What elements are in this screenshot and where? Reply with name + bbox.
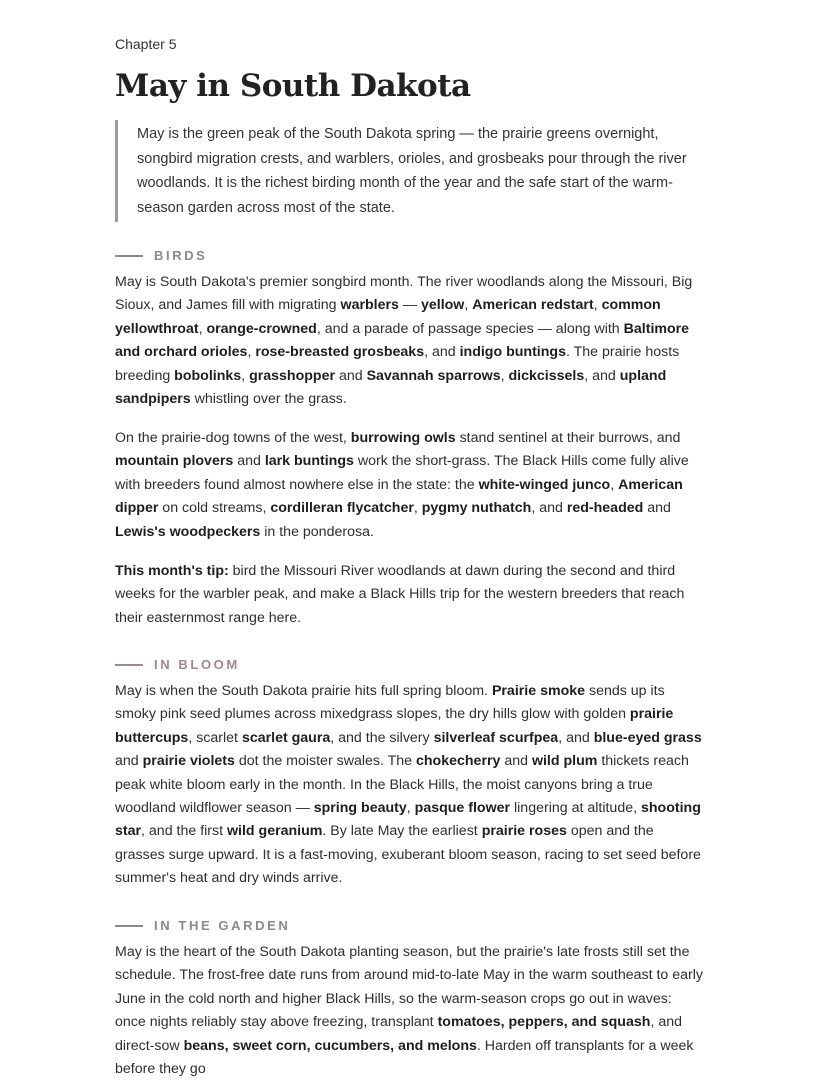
bold-term: This month's tip: xyxy=(115,563,229,579)
bold-term: upland sandpipers xyxy=(115,367,667,408)
bloom-paragraph-1: May is when the South Dakota prairie hits full spring bloom. Prairie smoke sends up its smoky pink seed plumes across mixedgrass slopes, the dry hills glow with golden prairie buttercups, scarlet scarlet gaura, and the silvery silverleaf scurfpea, and blue-eyed grass and prairie violets dot the moister swales. The chokecherry and wild plum thickets reach peak white bloom early in the month. In the Black Hills, the moist canyons bring a true woodland wildflower season — spring beauty, pasque flower lingering at altitude, shooting star, and the first wild geranium. By late May the earliest prairie roses open and the grasses surge upward. It is a fast-moving, exuberant bloom season, racing to set seed before summer's heat and dry winds arrive. xyxy=(115,683,702,887)
bold-term: common yellowthroat xyxy=(115,297,661,337)
bold-term: indigo buntings xyxy=(459,344,566,361)
bold-term: mountain plovers xyxy=(115,453,234,470)
bold-term: wild plum xyxy=(531,753,598,770)
page-title: May in South Dakota xyxy=(115,68,471,104)
bold-term: warblers xyxy=(340,297,399,314)
bold-term: blue-eyed grass xyxy=(593,729,702,746)
bold-term: Savannah sparrows xyxy=(366,367,501,384)
birds-heading xyxy=(115,248,207,263)
bold-term: lark buntings xyxy=(264,453,354,470)
bloom-heading xyxy=(115,657,240,672)
bold-term: chokecherry xyxy=(416,753,501,770)
bold-term: rose-breasted grosbeaks xyxy=(255,344,425,361)
chapter-label: Chapter 5 xyxy=(115,36,177,52)
bold-term: red-headed xyxy=(566,500,644,517)
bold-term: pasque flower xyxy=(414,800,511,817)
heading-rule xyxy=(115,925,143,927)
garden-heading-text: IN THE GARDEN xyxy=(154,918,291,933)
bold-term: American dipper xyxy=(115,476,683,517)
bold-term: bobolinks xyxy=(174,367,242,384)
bold-term: prairie violets xyxy=(142,753,235,770)
bold-term: cordilleran flycatcher xyxy=(270,500,414,517)
bold-term: white-winged junco xyxy=(478,476,611,493)
bloom-heading-text: IN BLOOM xyxy=(154,657,240,672)
birds-paragraph-2: On the prairie-dog towns of the west, burrowing owls stand sentinel at their burrows, and mountain plovers and lark buntings work the short-grass. The Black Hills come fully alive with breeders found almost nowhere else in the state: the white-winged junco, American dipper on cold streams, cordilleran flycatcher, pygmy nuthatch, and red-headed and Lewis's woodpeckers in the ponderosa. xyxy=(115,430,689,540)
garden-paragraph-1: May is the heart of the South Dakota planting season, but the prairie's late frosts still set the schedule. The frost-free date runs from around mid-to-late May in the warm southeast to early June in the cold north and higher Black Hills, so the warm-season crops go out in waves: once nights reliably stay above freezing, transplant tomatoes, peppers, and squash, and direct-sow beans, sweet corn, cucumbers, and melons. Harden off transplants for a week before they go xyxy=(115,944,704,1078)
bold-term: prairie buttercups xyxy=(115,706,674,746)
bold-term: grasshopper xyxy=(249,367,335,384)
bold-term: shooting star xyxy=(115,800,701,840)
bold-term: scarlet gaura xyxy=(241,729,331,746)
heading-rule xyxy=(115,255,143,257)
bold-term: burrowing owls xyxy=(350,430,456,446)
bold-term: orange-crowned xyxy=(206,320,317,337)
bold-term: yellow xyxy=(420,297,465,314)
bold-term: pygmy nuthatch xyxy=(421,500,532,517)
bold-term: Prairie smoke xyxy=(491,683,586,699)
bold-term: Baltimore and orchard orioles xyxy=(115,320,690,361)
bold-term: wild geranium xyxy=(227,823,323,840)
bold-term: tomatoes, peppers, and squash xyxy=(437,1014,651,1031)
bold-term: American redstart xyxy=(472,297,594,314)
intro-blockquote: May is the green peak of the South Dakota spring — the prairie greens overnight, songbird migration crests, and warblers, orioles, and grosbeaks pour through the river woodlands. It is the richest birding month of the year and the safe start of the warm-season garden across most of the state. xyxy=(115,120,700,222)
bold-term: prairie roses xyxy=(481,823,567,840)
birds-paragraph-1: May is South Dakota's premier songbird month. The river woodlands along the Missouri, Big Sioux, and James fill with migrating warblers — yellow, American redstart, common yellowthroat, orange-crowned, and a parade of passage species — along with Baltimore and orchard orioles, rose-breasted grosbeaks, and indigo buntings. The prairie hosts breeding bobolinks, grasshopper and Savannah sparrows, dickcissels, and upland sandpipers whistling over the grass. xyxy=(115,274,693,408)
bold-term: beans, sweet corn, cucumbers, and melons xyxy=(183,1037,477,1054)
birds-tip-paragraph: This month's tip: bird the Missouri River woodlands at dawn during the second and third weeks for the warbler peak, and make a Black Hills trip for the western breeders that reach their easternmost range here. xyxy=(115,563,685,626)
bold-term: Lewis's woodpeckers xyxy=(115,523,261,540)
bold-term: dickcissels xyxy=(508,367,585,384)
heading-rule xyxy=(115,664,143,666)
garden-heading xyxy=(115,918,290,933)
birds-heading-text: BIRDS xyxy=(154,248,208,263)
bold-term: silverleaf scurfpea xyxy=(433,729,559,746)
bold-term: spring beauty xyxy=(313,800,407,817)
